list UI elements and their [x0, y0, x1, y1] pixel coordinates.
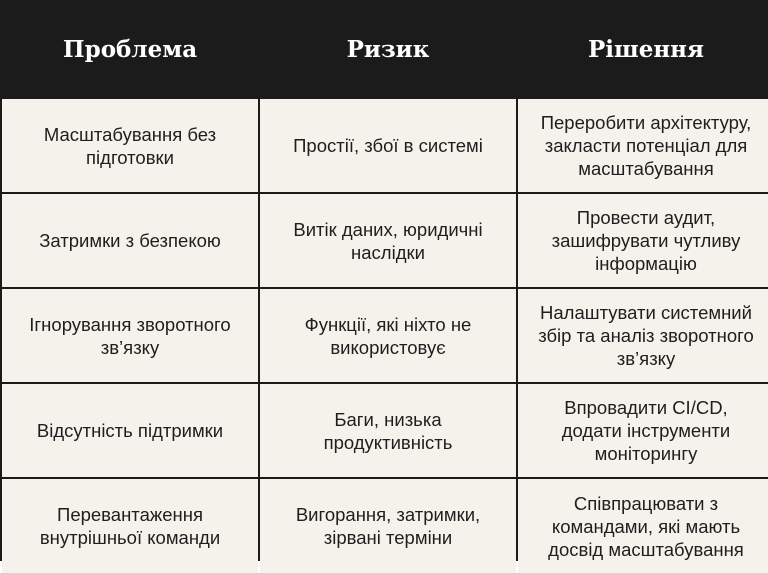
- header-solution: Рішення: [518, 2, 768, 97]
- row-5-solution: Співпрацювати з командами, які мають досвід масштабування: [518, 479, 768, 573]
- row-1-problem: Масштабування без підготовки: [2, 99, 258, 192]
- header-risk: Ризик: [260, 2, 516, 97]
- row-1-solution: Переробити архітектуру, закласти потенціал для масштабування: [518, 99, 768, 192]
- row-2-risk: Витік даних, юридичні наслідки: [260, 194, 516, 287]
- row-3-problem: Ігнорування зворотного зв’язку: [2, 289, 258, 382]
- row-5-risk: Вигорання, затримки, зірвані терміни: [260, 479, 516, 573]
- row-1-risk: Простії, збої в системі: [260, 99, 516, 192]
- row-4-problem: Відсутність підтримки: [2, 384, 258, 477]
- row-3-risk: Функції, які ніхто не використовує: [260, 289, 516, 382]
- row-2-solution: Провести аудит, зашифрувати чутливу інформацію: [518, 194, 768, 287]
- row-4-solution: Впровадити CI/CD, додати інструменти моніторингу: [518, 384, 768, 477]
- row-5-problem: Перевантаження внутрішньої команди: [2, 479, 258, 573]
- row-2-problem: Затримки з безпекою: [2, 194, 258, 287]
- row-4-risk: Баги, низька продуктивність: [260, 384, 516, 477]
- row-3-solution: Налаштувати системний збір та аналіз зворотного зв’язку: [518, 289, 768, 382]
- header-problem: Проблема: [2, 2, 258, 97]
